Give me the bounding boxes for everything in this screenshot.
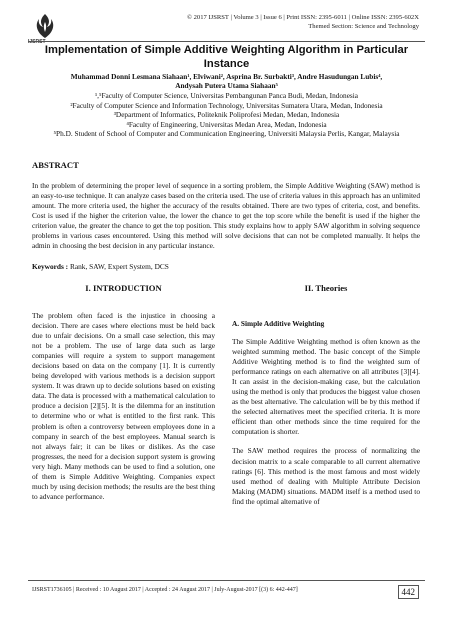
author-list — [28, 72, 425, 91]
page-number: 442 — [398, 585, 420, 599]
section-heading-theories: II. Theories — [304, 283, 348, 293]
theories-paragraph: The Simple Additive Weighting method is often known as the weighted summing method. The basic concept of the Simple Additive Weighting method is to find the weighted sum of performance ratings on each alternative on all attributes [3][4]. It can assist in the decision-making case, but the calculation using the method is only that produces the biggest value chosen as the best alternative. The calculation will be by this method if the selected alternatives meet the specified criteria. It is more efficient than other methods since the time required for the computation is shorter. — [232, 337, 420, 437]
paper-title: Implementation of Simple Additive Weighting Algorithm in Particular Instance — [44, 44, 409, 70]
subsection-heading-saw: A. Simple Additive Weighting — [232, 319, 325, 328]
journal-logo-text: IJSRST — [28, 39, 46, 45]
footer-info: IJSRST1736105 | Received : 10 August 2017 | Accepted : 24 August 2017 | July-August-2017 [(3) 6: 442-447] — [32, 587, 298, 593]
introduction-text: The problem often faced is the injustice in choosing a decision. There are cases where elections must be held back due to unfair decisions. On a small case selection, this may not be a problem. The use of large data such as large companies will require a system to support management decisions based on data on the company [1]. It is currently being developed with various methods is a decision support system. It was drawn up to decide solutions based on existing data. The data is processed with a mathematical calculation to produce a decision [2][5]. It is the dilemma for an institution to determine who or what is entitled to the first rank. This problem is often a controversy between employees done in a company in search of the best employees. Manual search is not always fair; it can be likes or dislikes. As the case progresses, the need for a decision support system is growing very high. Many methods can be used to find a solution, one of them is Simple Additive Weighting. Companies expect much by using decision methods; the results are the best thing to advance performance. — [32, 311, 215, 501]
affiliation-list — [24, 91, 429, 139]
header-meta-line2: Themed Section: Science and Technology — [308, 22, 419, 30]
right-column — [232, 283, 420, 507]
keywords-label: Keywords : — [32, 262, 70, 271]
abstract-text: In the problem of determining the proper level of sequence in a sorting problem, the Simple Additive Weighting (SAW) method is an easy-to-use technique. It can analyze cases based on the criteria used. The use of criteria values in this approach has an unlimited amount. The more criteria used, the higher the accuracy of the results obtained. There are two types of criteria, cost, and benefits. Cost is used if the higher the criterion value, the lower the chance to get the top score while the benefit is used if the higher the criterion value, the greater the chance to get the top position. This study explains how to apply SAW algorithm in solving sequence problems in various cases encountered. Using this method will solve decisions that can not be completed manually. It helps the admin in choosing the best decision in any particular instance. — [32, 181, 420, 251]
affiliation-line: ¹,⁵Faculty of Computer Science, Universitas Pembangunan Panca Budi, Medan, Indonesia — [94, 91, 359, 100]
affiliation-line: ⁵Ph.D. Student of School of Computer and Communication Engineering, Universiti Malaysia Perlis, Kangar, Malaysia — [53, 129, 400, 139]
header-divider — [28, 41, 425, 42]
footer-divider — [28, 580, 425, 581]
affiliation-line: ³Department of Informatics, Politeknik Poliprofesi Medan, Medan, Indonesia — [113, 110, 340, 120]
header-meta-line1: © 2017 IJSRST | Volume 3 | Issue 6 | Print ISSN: 2395-6011 | Online ISSN: 2395-602X — [186, 14, 419, 21]
header-meta — [187, 14, 419, 31]
abstract-heading: ABSTRACT — [32, 160, 79, 170]
journal-logo-icon — [32, 12, 58, 40]
affiliation-line: ²Faculty of Computer Science and Information Technology, Universitas Sumatera Utara, Medan, Indonesia — [70, 100, 383, 110]
theories-paragraph: The SAW method requires the process of normalizing the decision matrix to a scale comparable to all current alternative ratings [6]. This method is the most famous and most widely used method of dealing with Multiple Attribute Decision Making (MADM) situations. MADM itself is a method used to find the optimal alternative of — [232, 446, 420, 506]
keywords — [32, 262, 169, 271]
author-line: Muhammad Donni Lesmana Siahaan¹, Elviwani², Asprina Br. Surbakti³, Andre Hasudungan Lubis⁴, — [70, 72, 383, 81]
author-line: Andysah Putera Utama Siahaan⁵ — [175, 81, 278, 91]
affiliation-line: ⁴Faculty of Engineering, Universitas Medan Area, Medan, Indonesia — [126, 119, 327, 129]
section-heading-introduction: I. INTRODUCTION — [85, 283, 162, 293]
keywords-text: Rank, SAW, Expert System, DCS — [69, 262, 169, 271]
left-column — [32, 283, 215, 502]
